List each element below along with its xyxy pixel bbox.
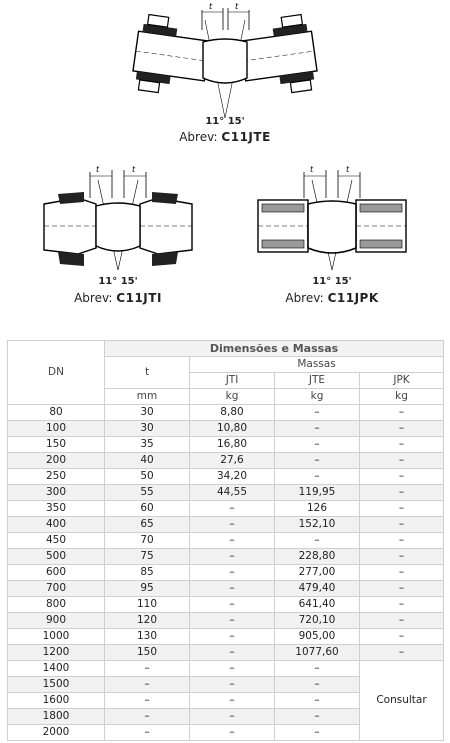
cell-jpk: –	[360, 533, 444, 549]
table-row	[8, 629, 444, 645]
cell-jpk: –	[360, 597, 444, 613]
cell-jte: 228,80	[275, 549, 360, 565]
cell-jte: 905,00	[275, 629, 360, 645]
t-label: t	[235, 2, 239, 11]
c11jti-drawing	[38, 158, 198, 278]
table-row	[8, 581, 444, 597]
abrev-c11jpk	[252, 291, 412, 305]
cell-dn: 300	[8, 485, 105, 501]
cell-t: 60	[105, 501, 190, 517]
table-row	[8, 421, 444, 437]
cell-jti: –	[190, 693, 275, 709]
table-row	[8, 485, 444, 501]
cell-jti: –	[190, 517, 275, 533]
header-massas: Massas	[190, 357, 444, 373]
cell-jti: –	[190, 581, 275, 597]
cell-jti: –	[190, 549, 275, 565]
cell-dn: 400	[8, 517, 105, 533]
cell-t: 55	[105, 485, 190, 501]
cell-dn: 200	[8, 453, 105, 469]
t-label: t	[132, 165, 136, 174]
t-label: t	[346, 165, 350, 174]
cell-dn: 1400	[8, 661, 105, 677]
cell-t: 130	[105, 629, 190, 645]
unit-t: mm	[105, 389, 190, 405]
cell-jte: –	[275, 453, 360, 469]
cell-dn: 1200	[8, 645, 105, 661]
cell-t: –	[105, 725, 190, 741]
abrev-prefix: Abrev:	[74, 291, 113, 305]
cell-jti: 34,20	[190, 469, 275, 485]
c11jpk-drawing	[252, 158, 412, 278]
unit-jpk: kg	[360, 389, 444, 405]
abrev-c11jte	[145, 130, 305, 144]
cell-jte: –	[275, 405, 360, 421]
cell-jte: –	[275, 469, 360, 485]
cell-jte: 720,10	[275, 613, 360, 629]
cell-dn: 80	[8, 405, 105, 421]
cell-jti: –	[190, 645, 275, 661]
cell-jte: –	[275, 421, 360, 437]
cell-jpk: –	[360, 469, 444, 485]
abrev-code: C11JPK	[327, 291, 379, 305]
cell-dn: 100	[8, 421, 105, 437]
table-row	[8, 613, 444, 629]
cell-jpk: –	[360, 549, 444, 565]
cell-jti: –	[190, 597, 275, 613]
cell-jpk: –	[360, 405, 444, 421]
cell-jti: –	[190, 501, 275, 517]
figure-c11jti	[38, 158, 198, 278]
c11jte-drawing	[125, 0, 325, 120]
cell-dn: 150	[8, 437, 105, 453]
cell-jti: 44,55	[190, 485, 275, 501]
header-jti: JTI	[190, 373, 275, 389]
table-row	[8, 437, 444, 453]
cell-jti: –	[190, 661, 275, 677]
cell-jte: –	[275, 709, 360, 725]
figure-c11jte	[125, 0, 325, 120]
abrev-code: C11JTE	[221, 130, 271, 144]
cell-dn: 350	[8, 501, 105, 517]
table-row	[8, 501, 444, 517]
angle-label: 11° 15'	[205, 116, 245, 127]
t-label: t	[209, 2, 213, 11]
cell-jpk: –	[360, 501, 444, 517]
table-row	[8, 597, 444, 613]
cell-t: 50	[105, 469, 190, 485]
cell-jte: –	[275, 725, 360, 741]
cell-jte: –	[275, 437, 360, 453]
t-label: t	[96, 165, 100, 174]
cell-t: 40	[105, 453, 190, 469]
cell-t: 150	[105, 645, 190, 661]
cell-dn: 900	[8, 613, 105, 629]
cell-jpk: –	[360, 613, 444, 629]
cell-dn: 1800	[8, 709, 105, 725]
angle-label: 11° 15'	[98, 276, 138, 287]
header-t: t	[105, 357, 190, 389]
header-jpk: JPK	[360, 373, 444, 389]
cell-t: –	[105, 661, 190, 677]
cell-t: 35	[105, 437, 190, 453]
cell-jti: 16,80	[190, 437, 275, 453]
cell-t: –	[105, 709, 190, 725]
cell-jte: –	[275, 677, 360, 693]
cell-jti: –	[190, 565, 275, 581]
cell-jpk: –	[360, 485, 444, 501]
cell-jti: –	[190, 709, 275, 725]
cell-dn: 250	[8, 469, 105, 485]
cell-consultar: Consultar	[360, 661, 444, 741]
cell-jti: 8,80	[190, 405, 275, 421]
abrev-code: C11JTI	[116, 291, 162, 305]
cell-jpk: –	[360, 517, 444, 533]
header-dn: DN	[8, 341, 105, 405]
cell-dn: 1600	[8, 693, 105, 709]
cell-dn: 600	[8, 565, 105, 581]
abrev-prefix: Abrev:	[285, 291, 324, 305]
cell-jti: 10,80	[190, 421, 275, 437]
table-row	[8, 453, 444, 469]
table-body	[8, 405, 444, 741]
dimensions-table	[7, 340, 444, 741]
table-row	[8, 565, 444, 581]
table-row	[8, 661, 444, 677]
cell-dn: 1500	[8, 677, 105, 693]
cell-jpk: –	[360, 453, 444, 469]
cell-t: 65	[105, 517, 190, 533]
cell-jte: –	[275, 661, 360, 677]
cell-dn: 700	[8, 581, 105, 597]
cell-jti: 27,6	[190, 453, 275, 469]
unit-jte: kg	[275, 389, 360, 405]
cell-jte: –	[275, 533, 360, 549]
cell-jpk: –	[360, 581, 444, 597]
cell-jte: 126	[275, 501, 360, 517]
cell-t: 120	[105, 613, 190, 629]
t-label: t	[310, 165, 314, 174]
cell-jpk: –	[360, 645, 444, 661]
cell-t: 30	[105, 421, 190, 437]
figure-c11jpk	[252, 158, 412, 278]
cell-t: 75	[105, 549, 190, 565]
unit-jti: kg	[190, 389, 275, 405]
cell-jti: –	[190, 533, 275, 549]
header-title: Dimensões e Massas	[105, 341, 444, 357]
cell-jpk: –	[360, 629, 444, 645]
cell-jpk: –	[360, 421, 444, 437]
table-row	[8, 517, 444, 533]
cell-jte: 1077,60	[275, 645, 360, 661]
cell-jti: –	[190, 725, 275, 741]
cell-jti: –	[190, 629, 275, 645]
cell-t: –	[105, 693, 190, 709]
cell-jte: 152,10	[275, 517, 360, 533]
cell-jte: –	[275, 693, 360, 709]
cell-jpk: –	[360, 565, 444, 581]
cell-t: –	[105, 677, 190, 693]
table-row	[8, 533, 444, 549]
cell-t: 95	[105, 581, 190, 597]
table-row	[8, 405, 444, 421]
cell-jte: 641,40	[275, 597, 360, 613]
cell-t: 110	[105, 597, 190, 613]
table-row	[8, 469, 444, 485]
cell-jte: 119,95	[275, 485, 360, 501]
cell-dn: 800	[8, 597, 105, 613]
cell-dn: 1000	[8, 629, 105, 645]
cell-jpk: –	[360, 437, 444, 453]
abrev-prefix: Abrev:	[179, 130, 218, 144]
cell-t: 30	[105, 405, 190, 421]
cell-jti: –	[190, 677, 275, 693]
cell-dn: 2000	[8, 725, 105, 741]
cell-t: 85	[105, 565, 190, 581]
header-jte: JTE	[275, 373, 360, 389]
angle-label: 11° 15'	[312, 276, 352, 287]
cell-dn: 500	[8, 549, 105, 565]
cell-jte: 277,00	[275, 565, 360, 581]
abrev-c11jti	[38, 291, 198, 305]
cell-t: 70	[105, 533, 190, 549]
cell-jti: –	[190, 613, 275, 629]
table-row	[8, 645, 444, 661]
cell-jte: 479,40	[275, 581, 360, 597]
table-row	[8, 549, 444, 565]
cell-dn: 450	[8, 533, 105, 549]
